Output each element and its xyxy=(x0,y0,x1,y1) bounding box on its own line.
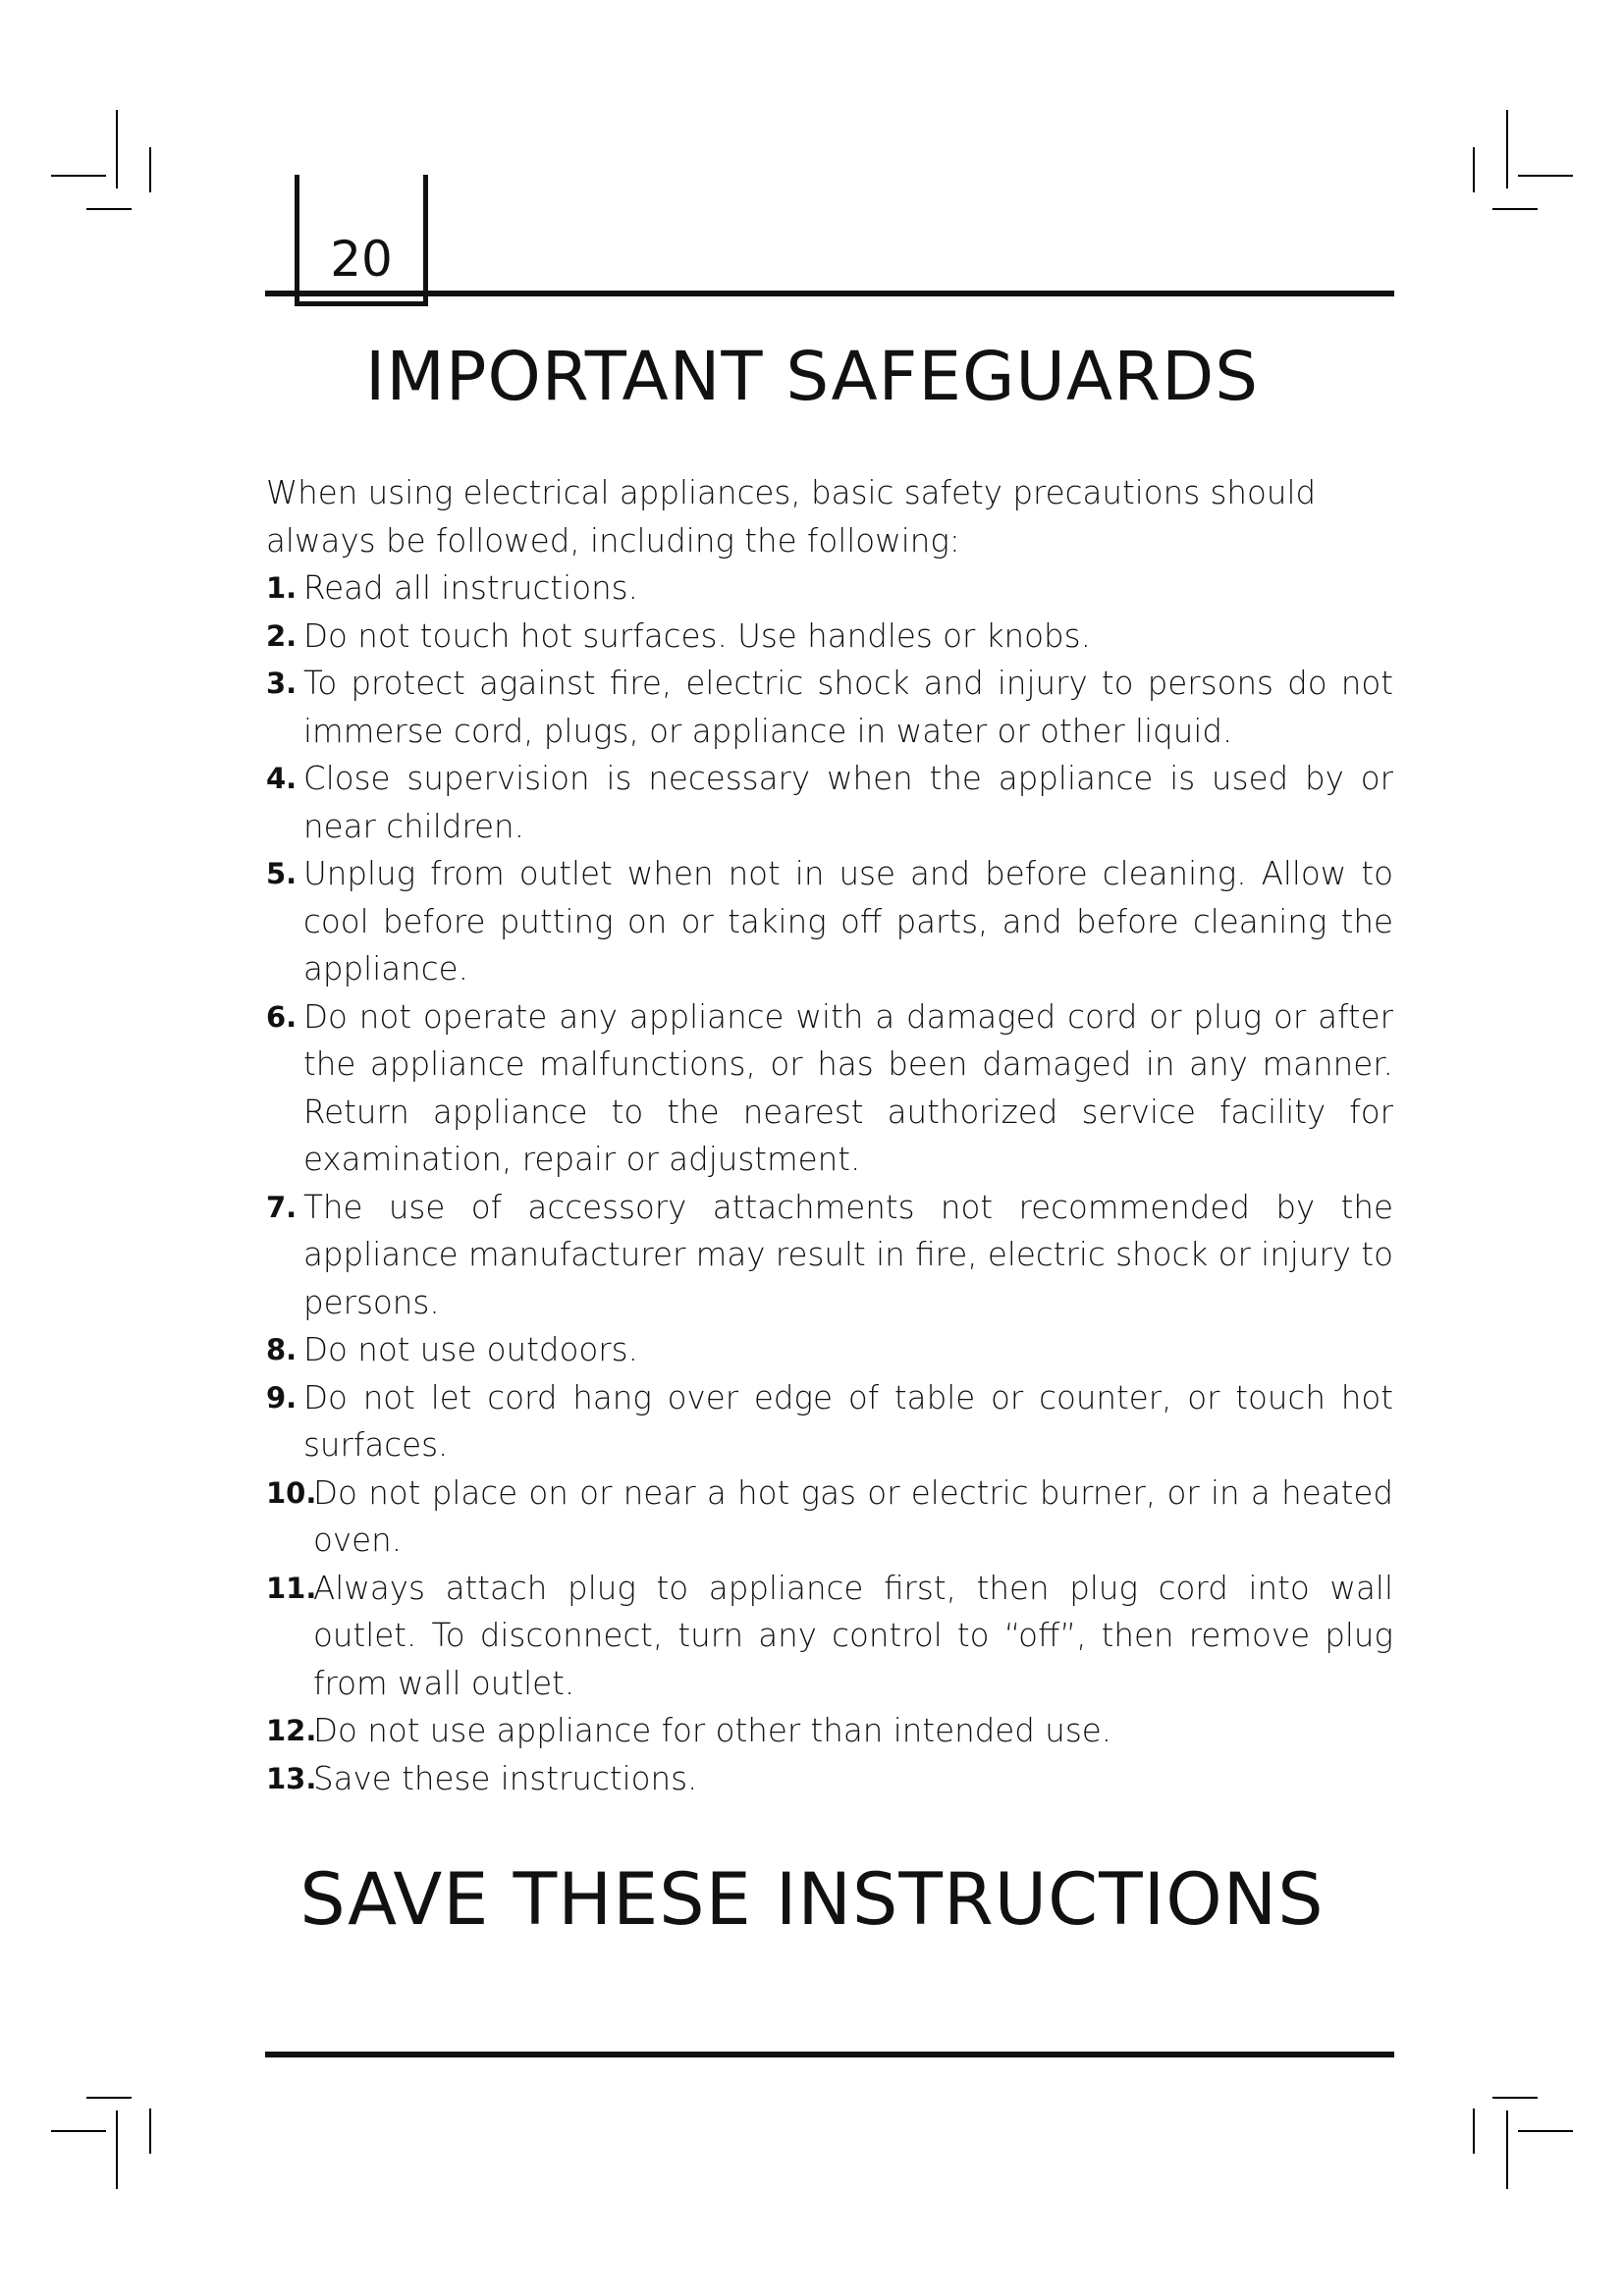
crop-mark xyxy=(1506,110,1508,188)
page-title: IMPORTANT SAFEGUARDS xyxy=(364,338,1260,416)
safeguards-list xyxy=(266,564,1393,1802)
crop-mark xyxy=(86,208,132,210)
crop-mark xyxy=(1492,2097,1538,2099)
item-number: 4. xyxy=(266,762,298,795)
list-item xyxy=(266,564,1393,613)
item-text: Do not place on or near a hot gas or electric burner, or in a heated oven. xyxy=(313,1473,1393,1559)
crop-mark xyxy=(86,2097,132,2099)
item-text: Unplug from outlet when not in use and before cleaning. Allow to cool before putting on or taking off parts, and before cleaning the appliance. xyxy=(303,855,1393,988)
item-text: Do not use appliance for other than intended use. xyxy=(313,1712,1112,1749)
list-item xyxy=(266,993,1393,1184)
item-number: 5. xyxy=(266,857,298,890)
item-text: The use of accessory attachments not recommended by the appliance manufacturer may result in fire, electric shock or injury to persons. xyxy=(303,1188,1393,1321)
item-number: 7. xyxy=(266,1190,298,1224)
item-text: To protect against fire, electric shock and injury to persons do not immerse cord, plugs, or appliance in water or other liquid. xyxy=(303,665,1393,750)
list-item xyxy=(266,1374,1393,1469)
item-number: 2. xyxy=(266,618,298,653)
page-number-box xyxy=(295,175,428,306)
item-text: Close supervision is necessary when the appliance is used by or near children. xyxy=(303,760,1393,845)
crop-mark xyxy=(116,110,118,188)
item-text: Read all instructions. xyxy=(303,569,638,607)
crop-mark xyxy=(1473,147,1475,192)
header-rule xyxy=(265,291,1394,296)
item-text: Do not use outdoors. xyxy=(303,1331,638,1368)
item-text: Do not touch hot surfaces. Use handles or knobs. xyxy=(303,616,1091,655)
intro-text: When using electrical appliances, basic safety precautions should always be followed, including the following: xyxy=(266,474,1317,560)
crop-mark xyxy=(51,175,106,177)
item-number: 10. xyxy=(266,1475,317,1510)
safeguards-content xyxy=(266,469,1393,1802)
item-number: 9. xyxy=(266,1380,298,1415)
crop-mark xyxy=(149,147,151,192)
item-number: 8. xyxy=(266,1333,298,1366)
crop-mark xyxy=(1473,2109,1475,2154)
list-item xyxy=(266,660,1393,755)
item-text: Always attach plug to appliance first, then plug cord into wall outlet. To disconnect, turn any control to “off”, then remove plug from wall outlet. xyxy=(313,1569,1393,1702)
list-item xyxy=(266,1326,1393,1374)
closing-heading: SAVE THESE INSTRUCTIONS xyxy=(299,1858,1325,1942)
crop-mark xyxy=(1518,2130,1573,2132)
item-number: 1. xyxy=(266,571,298,605)
list-item xyxy=(266,755,1393,850)
page-number: 20 xyxy=(330,231,393,288)
list-item xyxy=(266,1707,1393,1755)
crop-mark xyxy=(149,2109,151,2154)
crop-mark xyxy=(51,2130,106,2132)
item-text: Save these instructions. xyxy=(313,1759,698,1797)
crop-mark xyxy=(1492,208,1538,210)
item-text: Do not operate any appliance with a damaged cord or plug or after the appliance malfunctions, or has been damaged in any manner. Return appliance to the nearest authorized service facility for examination, repair or adjustment. xyxy=(303,997,1393,1178)
item-text: Do not let cord hang over edge of table or counter, or touch hot surfaces. xyxy=(303,1378,1393,1464)
crop-mark xyxy=(1518,175,1573,177)
item-number: 6. xyxy=(266,999,298,1034)
list-item xyxy=(266,1469,1393,1565)
crop-mark xyxy=(1506,2110,1508,2189)
footer-rule xyxy=(265,2052,1394,2057)
item-number: 3. xyxy=(266,667,298,700)
item-number: 11. xyxy=(266,1571,317,1605)
list-item xyxy=(266,850,1393,993)
list-item xyxy=(266,1565,1393,1708)
crop-mark xyxy=(116,2110,118,2189)
list-item xyxy=(266,613,1393,661)
list-item xyxy=(266,1755,1393,1803)
list-item xyxy=(266,1184,1393,1327)
item-number: 13. xyxy=(266,1761,317,1795)
item-number: 12. xyxy=(266,1714,317,1747)
